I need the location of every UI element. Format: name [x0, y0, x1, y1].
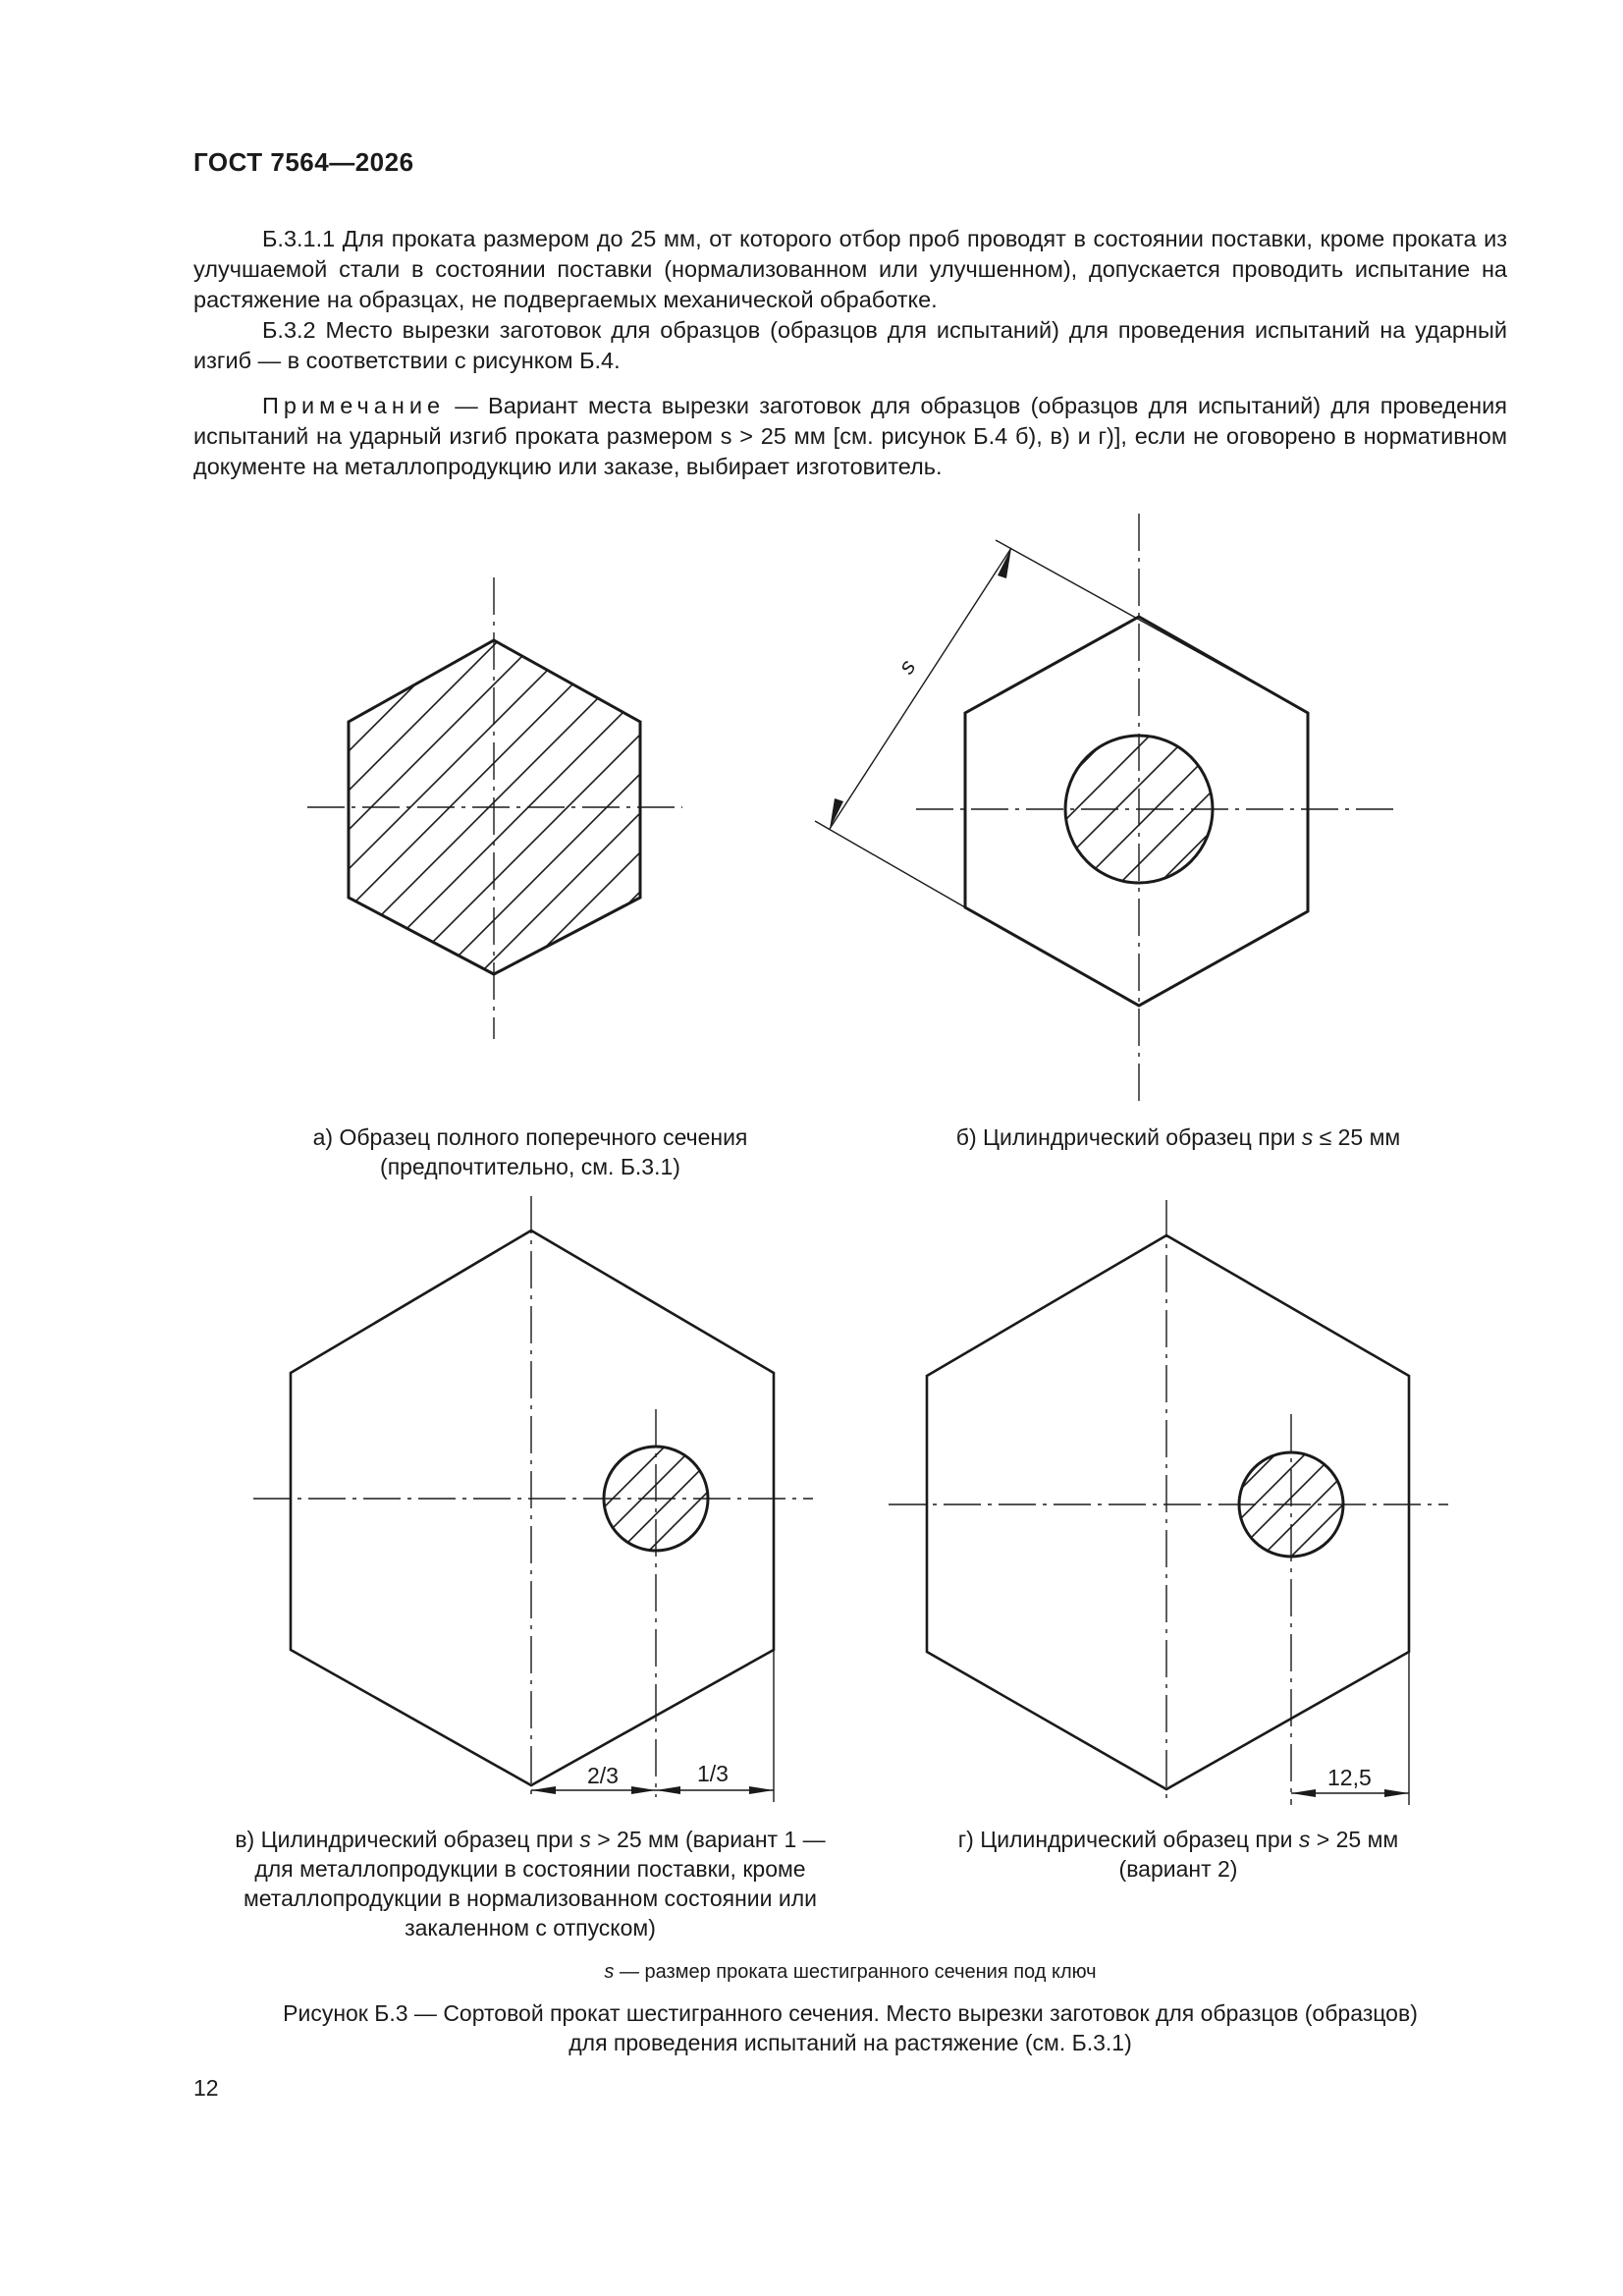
- hatching: [864, 687, 1394, 982]
- caption-line: (предпочтительно, см. Б.3.1): [380, 1154, 680, 1179]
- hatching: [461, 1394, 835, 1591]
- paragraph-number: Б.3.2: [262, 317, 316, 343]
- dimension-label-1-3: 1/3: [697, 1761, 729, 1786]
- caption-text: в) Цилиндрический образец при: [235, 1827, 580, 1852]
- hexagon-outline: [965, 617, 1308, 1006]
- dimension-label-s: s: [893, 654, 921, 679]
- caption-line: закаленном с отпуском): [405, 1915, 656, 1941]
- arrow-head: [656, 1786, 680, 1794]
- arrow-head: [830, 798, 843, 829]
- paragraph-text: Место вырезки заготовок для образцов (образцов для испытаний) для проведения испытаний на ударный изгиб — в соответствии с рисунком Б.4.: [193, 317, 1507, 373]
- hatching: [39, 491, 1041, 982]
- document-header: ГОСТ 7564—2026: [193, 147, 414, 177]
- extension-line: [815, 821, 965, 907]
- caption-line: [187, 1825, 874, 1854]
- arrow-head: [1291, 1789, 1316, 1797]
- caption-line: (вариант 2): [1118, 1856, 1238, 1882]
- symbol-legend: [193, 1957, 1507, 1987]
- legend-text: — размер проката шестигранного сечения под ключ: [614, 1961, 1097, 1983]
- figure-b-drawing: [815, 514, 1394, 1105]
- figure-c-caption: [187, 1825, 874, 1942]
- figure-a-caption: [236, 1122, 825, 1181]
- figure-caption-line: для проведения испытаний на растяжение (см. Б.3.1): [568, 2030, 1132, 2055]
- figure-d-drawing: [889, 1200, 1473, 1805]
- caption-line: [884, 1122, 1473, 1152]
- caption-symbol: s: [1298, 1827, 1311, 1852]
- caption-text: б) Цилиндрический образец при: [955, 1124, 1302, 1150]
- dimension-line: [830, 548, 1011, 829]
- figure-caption-line: Рисунок Б.3 — Сортовой прокат шестигранного сечения. Место вырезки заготовок для образцов (образцов): [283, 2000, 1418, 2026]
- arrow-head: [631, 1786, 656, 1794]
- caption-line: [884, 1825, 1473, 1854]
- caption-text: г) Цилиндрический образец при: [957, 1827, 1299, 1852]
- page-number: 12: [193, 2075, 219, 2101]
- caption-line: металлопродукции в нормализованном состоянии или: [243, 1886, 818, 1911]
- caption-line: для металлопродукции в состоянии поставки, кроме: [254, 1856, 806, 1882]
- arrow-head: [998, 548, 1011, 578]
- figure-c-drawing: [253, 1196, 835, 1802]
- note-label: Примечание: [262, 393, 446, 418]
- paragraph-number: Б.3.1.1: [262, 226, 336, 251]
- arrow-head: [1384, 1789, 1409, 1797]
- hatching: [1100, 1404, 1473, 1601]
- hexagon-outline: [291, 1230, 774, 1785]
- caption-symbol: s: [579, 1827, 591, 1852]
- figure-b-caption: [884, 1122, 1473, 1152]
- figure-a-drawing: [39, 491, 1041, 1039]
- dimension-label-2-3: 2/3: [587, 1763, 619, 1788]
- arrow-head: [749, 1786, 774, 1794]
- dimension-label-12-5: 12,5: [1327, 1765, 1372, 1790]
- caption-text: ≤ 25 мм: [1313, 1124, 1401, 1150]
- caption-text: > 25 мм: [1310, 1827, 1399, 1852]
- caption-symbol: s: [1301, 1124, 1314, 1150]
- extension-line: [996, 540, 1308, 713]
- hexagon-outline: [927, 1235, 1409, 1789]
- caption-text: > 25 мм (вариант 1 —: [590, 1827, 826, 1852]
- figure-caption: [193, 1998, 1507, 2057]
- legend-symbol: s: [604, 1961, 615, 1983]
- paragraph-text: Для проката размером до 25 мм, от которого отбор проб проводят в состоянии поставки, кроме проката из улучшаемой стали в состоянии поставки (нормализованном или улучшенном), допускается проводить испытание на растяжение на образцах, не подвергаемых механической обработке.: [193, 226, 1508, 312]
- note-text: — Вариант места вырезки заготовок для образцов (образцов для испытаний) для проведения испытаний на ударный изгиб проката размером s > 25 мм [см. рисунок Б.4 б), в) и г)], если не оговорено в нормативном документе на металлопродукцию или заказе, выбирает изготовитель.: [193, 393, 1507, 479]
- figure-d-caption: [884, 1825, 1473, 1884]
- arrow-head: [531, 1786, 556, 1794]
- caption-line: а) Образец полного поперечного сечения: [312, 1124, 748, 1150]
